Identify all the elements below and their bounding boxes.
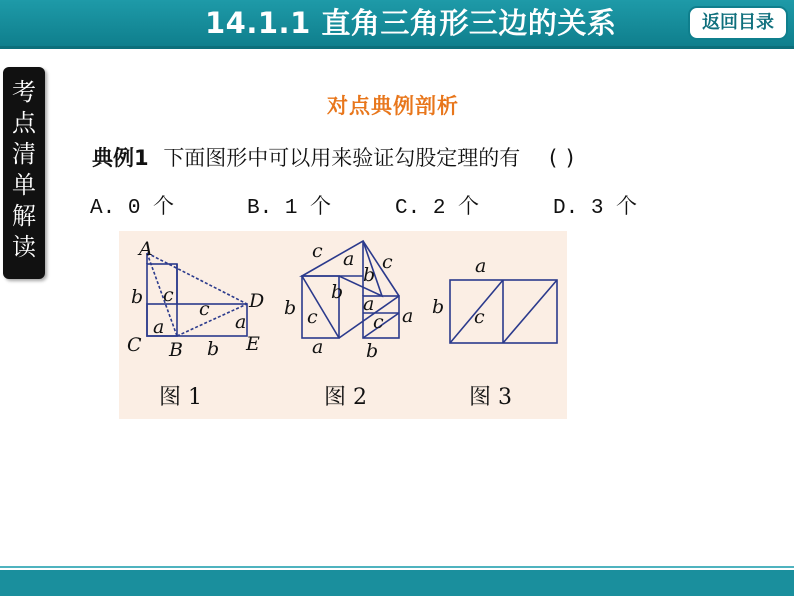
question-text: 下面图形中可以用来验证勾股定理的有 xyxy=(163,146,521,170)
figure-panel xyxy=(119,231,567,419)
option-b[interactable] xyxy=(247,190,331,220)
fig3-caption: 图 3 xyxy=(469,385,512,410)
fig2-label-c-tl: c xyxy=(312,240,323,262)
footer-divider xyxy=(0,566,794,568)
fig1-label-a-bottom: a xyxy=(153,316,165,338)
fig1-label-D: D xyxy=(249,290,265,312)
back-to-contents-button[interactable]: 返回目录 xyxy=(688,6,788,40)
section-title: 对点典例剖析 xyxy=(327,94,459,118)
option-a[interactable] xyxy=(90,190,174,220)
fig3-label-a-top: a xyxy=(475,255,487,277)
fig3-label-b-left: b xyxy=(432,296,445,318)
option-d-key: D. xyxy=(553,197,579,220)
question-label: 典例1 xyxy=(92,146,149,170)
option-b-key: B. xyxy=(247,197,273,220)
sidebar-label: 考点清单解读 xyxy=(12,78,36,261)
option-c[interactable] xyxy=(395,190,479,220)
fig1-label-c-left: c xyxy=(163,284,174,306)
fig1-label-C: C xyxy=(127,334,142,356)
page-title: 14.1.1 直角三角形三边的关系 xyxy=(205,6,617,40)
question xyxy=(92,142,575,172)
figure-3 xyxy=(450,280,557,343)
fig2-label-a-bottom: a xyxy=(312,336,324,358)
fig2-label-a-inner: a xyxy=(363,293,375,315)
fig3-label-c-diag: c xyxy=(474,306,485,328)
fig2-label-a-top: a xyxy=(343,248,355,270)
figures-svg xyxy=(119,231,567,419)
option-b-value: 1 个 xyxy=(284,197,332,220)
option-d-value: 3 个 xyxy=(590,197,638,220)
fig2-caption: 图 2 xyxy=(324,385,367,410)
fig1-label-A: A xyxy=(139,238,153,260)
fig2-label-a-right: a xyxy=(402,305,414,327)
option-c-key: C. xyxy=(395,197,421,220)
answer-blank: ( ) xyxy=(549,146,576,170)
fig2-label-b-left: b xyxy=(284,297,297,319)
header-divider xyxy=(0,46,794,49)
fig1-label-b-left: b xyxy=(131,286,144,308)
fig1-label-E: E xyxy=(246,333,260,355)
fig1-label-b-bottom: b xyxy=(207,338,220,360)
option-a-key: A. xyxy=(90,197,116,220)
fig2-label-c-inner: c xyxy=(307,306,318,328)
fig3-diag-right xyxy=(503,280,557,343)
fig2-label-c-tr: c xyxy=(382,251,393,273)
sidebar-tab[interactable] xyxy=(3,67,45,279)
fig1-label-a-right: a xyxy=(235,311,247,333)
option-d[interactable] xyxy=(553,190,637,220)
fig2-label-b-inner: b xyxy=(363,264,376,286)
option-c-value: 2 个 xyxy=(432,197,480,220)
fig1-label-B: B xyxy=(169,339,183,361)
fig1-caption: 图 1 xyxy=(159,385,202,410)
option-a-value: 0 个 xyxy=(127,197,175,220)
footer-bar xyxy=(0,570,794,596)
fig2-label-b-mid: b xyxy=(331,281,344,303)
fig1-label-c-mid: c xyxy=(199,298,210,320)
fig2-label-b-bottom: b xyxy=(366,340,379,362)
fig2-label-c-right: c xyxy=(373,311,384,333)
